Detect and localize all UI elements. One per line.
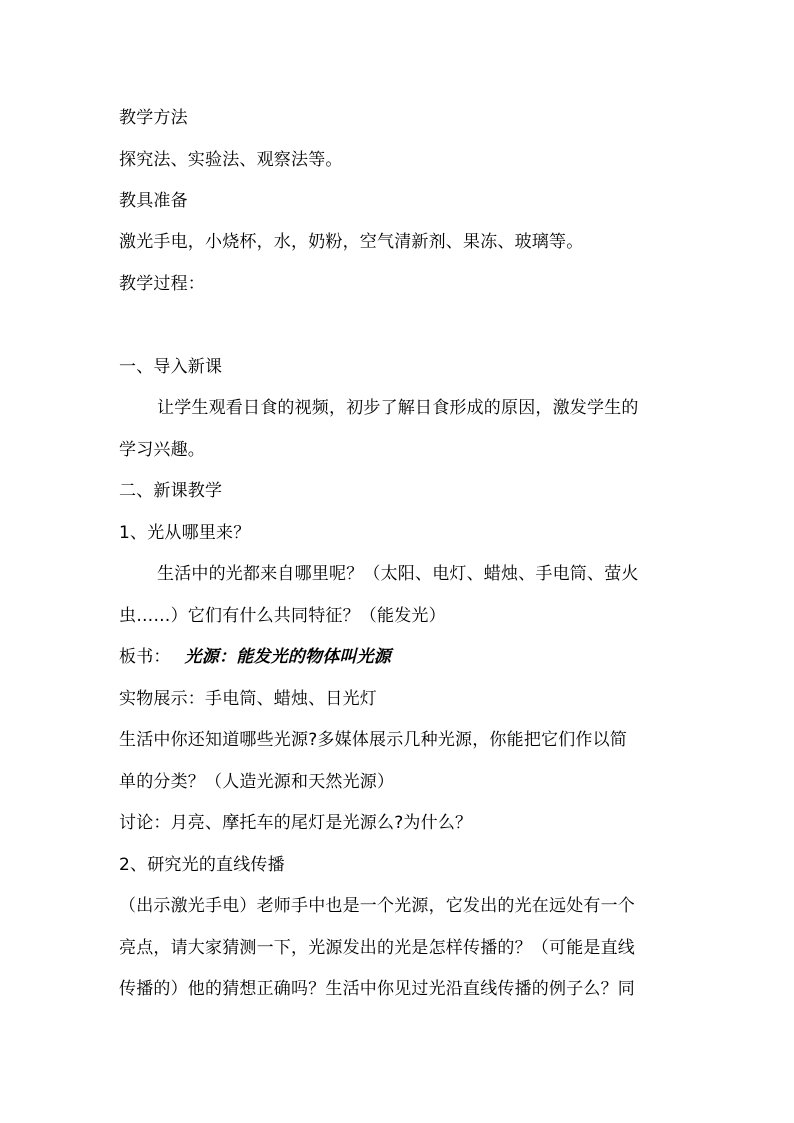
paragraph-light-line-1: 生活中的光都来自哪里呢？（太阳、电灯、蜡烛、手电筒、萤火 (157, 564, 639, 584)
board-definition: 光源：能发光的物体叫光源 (184, 647, 392, 667)
paragraph-intro-line-1: 让学生观看日食的视频，初步了解日食形成的原因，激发学生的 (157, 398, 639, 418)
paragraph-classify-line-2: 单的分类？（人造光源和天然光源） (119, 772, 395, 792)
paragraph-discussion: 讨论：月亮、摩托车的尾灯是光源么?为什么？ (119, 813, 473, 833)
paragraph-intro-line-2: 学习兴趣。 (119, 440, 205, 460)
subheading-straight-line: 2、研究光的直线传播 (119, 855, 285, 875)
heading-teaching-process: 教学过程： (119, 274, 205, 294)
board-label: 板书： (119, 647, 171, 667)
paragraph-methods: 探究法、实验法、观察法等。 (119, 150, 343, 170)
paragraph-classify-line-1: 生活中你还知道哪些光源?多媒体展示几种光源，你能把它们作以简 (119, 730, 628, 750)
paragraph-light-line-2: 虫……）它们有什么共同特征？（能发光） (119, 606, 446, 626)
section-heading-intro: 一、导入新课 (119, 357, 223, 377)
board-note (119, 647, 679, 667)
subheading-light-source: 1、光从哪里来？ (119, 523, 251, 543)
paragraph-laser-line-1: （出示激光手电）老师手中也是一个光源，它发出的光在远处有一个 (119, 896, 635, 916)
heading-teaching-aids: 教具准备 (119, 191, 188, 211)
section-heading-new-lesson: 二、新课教学 (119, 481, 223, 501)
paragraph-aids: 激光手电，小烧杯，水，奶粉，空气清新剂、果冻、玻璃等。 (119, 232, 584, 252)
heading-teaching-methods: 教学方法 (119, 108, 188, 128)
paragraph-demo: 实物展示：手电筒、蜡烛、日光灯 (119, 689, 377, 709)
paragraph-laser-line-2: 亮点，请大家猜测一下，光源发出的光是怎样传播的？（可能是直线 (119, 938, 635, 958)
paragraph-laser-line-3: 传播的）他的猜想正确吗？生活中你见过光沿直线传播的例子么？同 (119, 979, 635, 999)
